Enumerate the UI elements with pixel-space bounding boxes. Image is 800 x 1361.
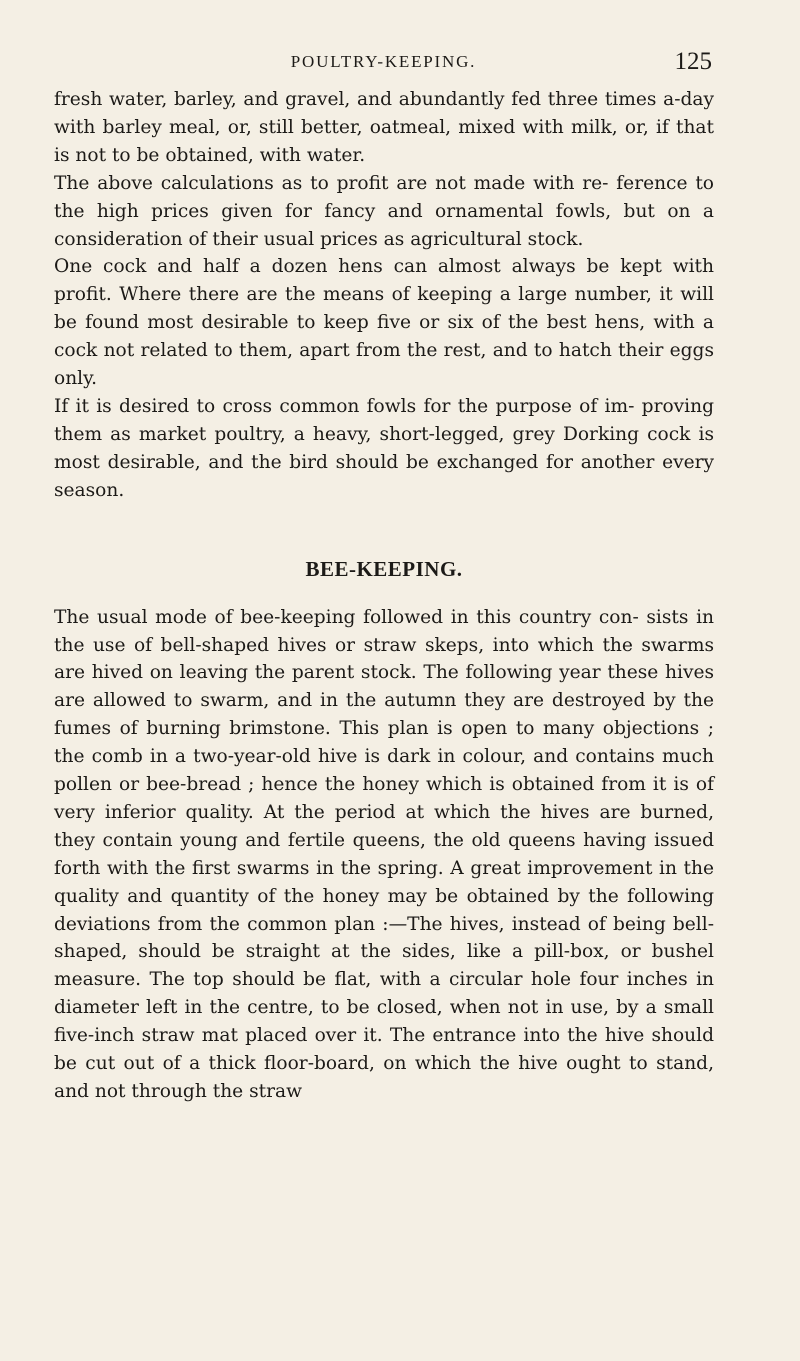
paragraph: One cock and half a dozen hens can almost always be kept with profit. Where there are the means of keeping a large number, it will be found most desirable to keep five or six of the best hens, with a cock not related to them, apart from the rest, and to hatch their eggs only. bbox=[54, 256, 714, 390]
paragraph: The usual mode of bee-keeping followed in this country con- sists in the use of bell-shaped hives or straw skeps, into which the swarms are hived on leaving the parent stock. The following year these hives are allowed to swarm, and in the autumn they are destroyed by the fumes of burning brimstone. This plan is open to many objections ; the comb in a two-year-old hive is dark in colour, and contains much pollen or bee-bread ; hence the honey which is obtained from it is of very inferior quality. At the period at which the hives are burned, they contain young and fertile queens, the old queens having issued forth with the first swarms in the spring. A great improvement in the quality and quantity of the honey may be obtained by the following deviations from the common plan :—The hives, instead of being bell-shaped, should be straight at the sides, like a pill-box, or bushel measure. The top should be flat, with a circular hole four inches in diameter left in the centre, to be closed, when not in use, by a small five-inch straw mat placed over it. The entrance into the hive should be cut out of a thick floor-board, on which the hive ought to stand, and not through the straw bbox=[54, 606, 714, 1102]
paragraph: The above calculations as to profit are not made with re- ference to the high prices given for fancy and ornamental fowls, but on a consideration of their usual prices as agricultural stock. bbox=[54, 172, 714, 250]
paragraph: fresh water, barley, and gravel, and abundantly fed three times a-day with barley meal, or, still better, oatmeal, mixed with milk, or, if that is not to be obtained, with water. bbox=[54, 89, 714, 166]
section-heading: BEE-KEEPING. bbox=[305, 556, 463, 581]
page-number: 125 bbox=[674, 48, 712, 75]
paragraph: If it is desired to cross common fowls for the purpose of im- proving them as market poultry, a heavy, short-legged, grey Dorking cock is most desirable, and the bird should be exchanged for another every season. bbox=[54, 395, 714, 501]
body-text bbox=[54, 86, 714, 1106]
running-head bbox=[55, 47, 712, 77]
running-title: POULTRY-KEEPING. bbox=[290, 52, 477, 71]
